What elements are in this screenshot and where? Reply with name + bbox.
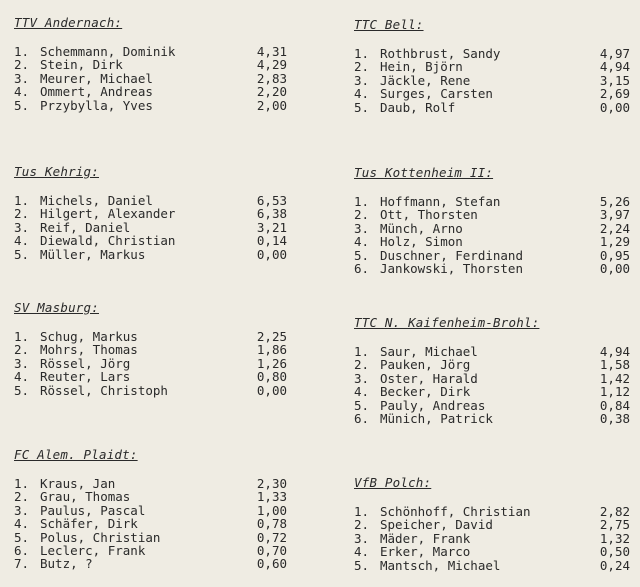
team-block bbox=[354, 166, 630, 275]
player-score: 1,86 bbox=[256, 342, 287, 358]
player-row bbox=[14, 99, 287, 112]
player-name: Oster, Harald bbox=[380, 370, 478, 386]
team-title: TTC N. Kaifenheim-Brohl: bbox=[354, 315, 540, 330]
player-name: Grau, Thomas bbox=[40, 489, 131, 505]
player-name: Holz, Simon bbox=[380, 234, 463, 250]
player-name: Münch, Arno bbox=[380, 220, 463, 236]
player-rank: 3. bbox=[14, 219, 30, 235]
player-row bbox=[354, 262, 630, 275]
player-row bbox=[354, 74, 630, 87]
player-row bbox=[14, 72, 287, 85]
team-title: Tus Kehrig: bbox=[14, 164, 99, 179]
player-score: 4,31 bbox=[256, 44, 287, 59]
player-score: 2,24 bbox=[599, 220, 630, 236]
player-score: 4,94 bbox=[599, 59, 630, 75]
player-score: 1,58 bbox=[599, 357, 630, 373]
player-row bbox=[354, 345, 630, 358]
player-name: Leclerc, Frank bbox=[40, 542, 146, 558]
player-score: 0,38 bbox=[599, 410, 630, 426]
player-score: 1,42 bbox=[599, 370, 630, 386]
player-score: 1,26 bbox=[256, 355, 287, 371]
player-row bbox=[14, 544, 287, 557]
player-score: 6,53 bbox=[256, 193, 287, 208]
player-row bbox=[354, 385, 630, 398]
player-name: Becker, Dirk bbox=[380, 384, 471, 400]
player-name: Mäder, Frank bbox=[380, 530, 471, 546]
player-rank: 1. bbox=[354, 344, 370, 359]
player-row bbox=[14, 384, 287, 397]
player-score: 0,72 bbox=[256, 529, 287, 545]
player-score: 1,33 bbox=[256, 489, 287, 505]
player-name: Speicher, David bbox=[380, 517, 493, 533]
player-rank: 1. bbox=[354, 504, 370, 519]
player-name: Schönhoff, Christian bbox=[380, 504, 531, 519]
player-rank: 4. bbox=[354, 544, 370, 560]
player-name: Jankowski, Thorsten bbox=[380, 260, 523, 276]
player-row bbox=[14, 248, 287, 261]
player-rank: 5. bbox=[354, 557, 370, 573]
player-name: Schemmann, Dominik bbox=[40, 44, 176, 59]
player-name: Pauly, Andreas bbox=[380, 397, 486, 413]
player-rank: 4. bbox=[354, 86, 370, 102]
player-row bbox=[354, 559, 630, 572]
player-rank: 3. bbox=[354, 220, 370, 236]
player-row bbox=[354, 208, 630, 221]
player-name: Polus, Christian bbox=[40, 529, 161, 545]
player-row bbox=[14, 58, 287, 71]
player-score: 3,21 bbox=[256, 219, 287, 235]
player-row bbox=[354, 195, 630, 208]
player-rank: 6. bbox=[354, 410, 370, 426]
player-name: Surges, Carsten bbox=[380, 86, 493, 102]
player-name: Meurer, Michael bbox=[40, 70, 153, 86]
player-name: Duschner, Ferdinand bbox=[380, 247, 523, 263]
player-score: 4,94 bbox=[599, 344, 630, 359]
player-name: Stein, Dirk bbox=[40, 57, 123, 73]
player-name: Kraus, Jan bbox=[40, 476, 116, 491]
player-rank: 3. bbox=[354, 530, 370, 546]
player-row bbox=[14, 343, 287, 356]
player-row bbox=[354, 87, 630, 100]
player-rank: 1. bbox=[14, 193, 30, 208]
player-rank: 3. bbox=[14, 355, 30, 371]
player-rank: 2. bbox=[14, 489, 30, 505]
player-rank: 2. bbox=[354, 517, 370, 533]
player-name: Mantsch, Michael bbox=[380, 557, 501, 573]
player-row bbox=[14, 357, 287, 370]
player-rank: 4. bbox=[14, 369, 30, 385]
player-row bbox=[14, 330, 287, 343]
player-score: 0,50 bbox=[599, 544, 630, 560]
player-score: 2,00 bbox=[256, 97, 287, 113]
player-rank: 3. bbox=[14, 70, 30, 86]
player-name: Ommert, Andreas bbox=[40, 84, 153, 100]
player-score: 2,25 bbox=[256, 329, 287, 344]
player-score: 2,30 bbox=[256, 476, 287, 491]
player-score: 0,00 bbox=[256, 246, 287, 262]
player-score: 0,24 bbox=[599, 557, 630, 573]
player-row bbox=[354, 372, 630, 385]
player-score: 0,00 bbox=[599, 260, 630, 276]
team-title: SV Masburg: bbox=[14, 300, 99, 315]
team-title: FC Alem. Plaidt: bbox=[14, 447, 138, 462]
player-name: Przybylla, Yves bbox=[40, 97, 153, 113]
player-name: Pauken, Jörg bbox=[380, 357, 471, 373]
player-score: 0,70 bbox=[256, 542, 287, 558]
player-score: 2,83 bbox=[256, 70, 287, 86]
player-rank: 5. bbox=[354, 99, 370, 115]
player-rank: 5. bbox=[354, 397, 370, 413]
player-name: Rössel, Jörg bbox=[40, 355, 131, 371]
player-score: 0,00 bbox=[256, 382, 287, 398]
player-row bbox=[14, 557, 287, 570]
player-score: 2,20 bbox=[256, 84, 287, 100]
player-name: Rothbrust, Sandy bbox=[380, 46, 501, 61]
player-rank: 6. bbox=[14, 542, 30, 558]
player-row bbox=[354, 545, 630, 558]
team-block bbox=[14, 16, 287, 112]
player-rank: 1. bbox=[14, 476, 30, 491]
player-name: Diewald, Christian bbox=[40, 233, 176, 249]
player-rank: 1. bbox=[354, 46, 370, 61]
player-name: Schug, Markus bbox=[40, 329, 138, 344]
player-rank: 3. bbox=[354, 72, 370, 88]
player-row bbox=[14, 221, 287, 234]
player-name: Mohrs, Thomas bbox=[40, 342, 138, 358]
team-block bbox=[354, 476, 630, 572]
team-title: TTC Bell: bbox=[354, 17, 424, 32]
player-score: 1,32 bbox=[599, 530, 630, 546]
player-name: Ott, Thorsten bbox=[380, 207, 478, 223]
player-score: 2,75 bbox=[599, 517, 630, 533]
player-row bbox=[354, 399, 630, 412]
player-name: Reif, Daniel bbox=[40, 219, 131, 235]
player-score: 2,82 bbox=[599, 504, 630, 519]
player-rank: 1. bbox=[14, 44, 30, 59]
player-rank: 4. bbox=[14, 516, 30, 532]
player-row bbox=[354, 235, 630, 248]
player-rank: 5. bbox=[14, 382, 30, 398]
player-rank: 4. bbox=[14, 233, 30, 249]
player-rank: 2. bbox=[354, 357, 370, 373]
player-score: 1,00 bbox=[256, 502, 287, 518]
player-name: Daub, Rolf bbox=[380, 99, 456, 115]
player-row bbox=[14, 85, 287, 98]
team-title: TTV Andernach: bbox=[14, 15, 123, 30]
player-rank: 6. bbox=[354, 260, 370, 276]
player-score: 1,12 bbox=[599, 384, 630, 400]
player-row bbox=[354, 101, 630, 114]
player-rank: 2. bbox=[354, 59, 370, 75]
team-block bbox=[354, 18, 630, 114]
player-row bbox=[354, 505, 630, 518]
player-score: 4,29 bbox=[256, 57, 287, 73]
player-row bbox=[14, 207, 287, 220]
player-score: 3,15 bbox=[599, 72, 630, 88]
player-score: 3,97 bbox=[599, 207, 630, 223]
player-name: Hoffmann, Stefan bbox=[380, 194, 501, 209]
player-name: Michels, Daniel bbox=[40, 193, 153, 208]
player-score: 0,00 bbox=[599, 99, 630, 115]
player-row bbox=[354, 358, 630, 371]
player-rank: 7. bbox=[14, 556, 30, 572]
player-rank: 1. bbox=[14, 329, 30, 344]
player-score: 0,14 bbox=[256, 233, 287, 249]
team-block bbox=[14, 301, 287, 397]
player-score: 0,95 bbox=[599, 247, 630, 263]
player-name: Hein, Björn bbox=[380, 59, 463, 75]
team-block bbox=[354, 316, 630, 425]
player-name: Erker, Marco bbox=[380, 544, 471, 560]
player-score: 6,38 bbox=[256, 206, 287, 222]
player-rank: 4. bbox=[354, 234, 370, 250]
player-row bbox=[14, 234, 287, 247]
player-name: Paulus, Pascal bbox=[40, 502, 146, 518]
player-rank: 3. bbox=[354, 370, 370, 386]
player-rank: 4. bbox=[354, 384, 370, 400]
player-name: Müller, Markus bbox=[40, 246, 146, 262]
player-row bbox=[354, 518, 630, 531]
team-title: VfB Polch: bbox=[354, 475, 432, 490]
player-name: Reuter, Lars bbox=[40, 369, 131, 385]
player-name: Rössel, Christoph bbox=[40, 382, 168, 398]
player-rank: 2. bbox=[14, 57, 30, 73]
player-rank: 2. bbox=[14, 206, 30, 222]
player-rank: 5. bbox=[14, 97, 30, 113]
team-title: Tus Kottenheim II: bbox=[354, 165, 494, 180]
player-rank: 4. bbox=[14, 84, 30, 100]
player-row bbox=[14, 490, 287, 503]
player-rank: 1. bbox=[354, 194, 370, 209]
player-row bbox=[354, 60, 630, 73]
player-row bbox=[354, 249, 630, 262]
player-score: 0,80 bbox=[256, 369, 287, 385]
player-score: 1,29 bbox=[599, 234, 630, 250]
player-name: Hilgert, Alexander bbox=[40, 206, 176, 222]
player-score: 0,84 bbox=[599, 397, 630, 413]
player-rank: 3. bbox=[14, 502, 30, 518]
player-name: Münich, Patrick bbox=[380, 410, 493, 426]
player-row bbox=[354, 412, 630, 425]
player-name: Butz, ? bbox=[40, 556, 93, 572]
player-score: 0,78 bbox=[256, 516, 287, 532]
player-rank: 5. bbox=[14, 529, 30, 545]
player-score: 0,60 bbox=[256, 556, 287, 572]
player-row bbox=[354, 532, 630, 545]
player-row bbox=[14, 504, 287, 517]
player-rank: 5. bbox=[354, 247, 370, 263]
team-block bbox=[14, 165, 287, 261]
player-rank: 2. bbox=[354, 207, 370, 223]
player-name: Jäckle, Rene bbox=[380, 72, 471, 88]
player-score: 4,97 bbox=[599, 46, 630, 61]
player-row bbox=[354, 47, 630, 60]
player-rank: 5. bbox=[14, 246, 30, 262]
player-score: 5,26 bbox=[599, 194, 630, 209]
player-row bbox=[354, 222, 630, 235]
player-name: Saur, Michael bbox=[380, 344, 478, 359]
player-row bbox=[14, 370, 287, 383]
player-row bbox=[14, 531, 287, 544]
player-row bbox=[14, 517, 287, 530]
player-rank: 2. bbox=[14, 342, 30, 358]
player-score: 2,69 bbox=[599, 86, 630, 102]
player-name: Schäfer, Dirk bbox=[40, 516, 138, 532]
player-row bbox=[14, 194, 287, 207]
player-row bbox=[14, 477, 287, 490]
team-block bbox=[14, 448, 287, 571]
player-row bbox=[14, 45, 287, 58]
